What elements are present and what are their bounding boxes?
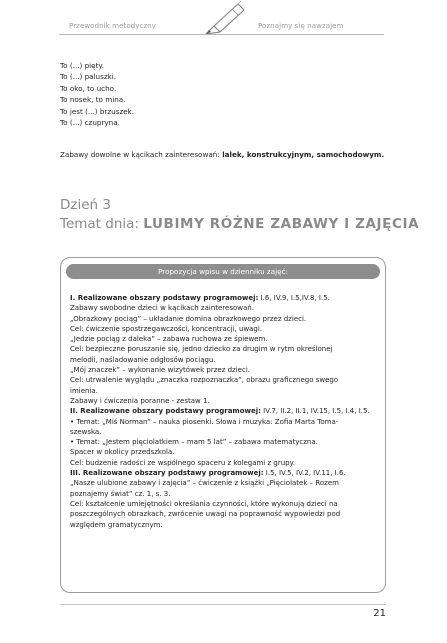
journal-line	[70, 303, 380, 313]
journal-line-text: • Temat: „Jestem pięciolatkiem – mam 5 lat” – zabawa matematyczna.	[70, 438, 318, 447]
journal-line	[70, 489, 380, 499]
poem-line: To (...) pięty.	[60, 61, 104, 70]
journal-line	[70, 478, 380, 488]
poem-line: To (...) czupryna.	[60, 118, 120, 128]
journal-line-text: Spacer w okolicy przedszkola.	[70, 448, 175, 457]
journal-line	[70, 458, 380, 468]
journal-line-heading: III. Realizowane obszary podstawy programowej:	[70, 469, 264, 478]
journal-line-text: Cel: budzenie radości ze wspólnego spaceru z kolegami z grupy.	[70, 458, 295, 467]
journal-line-text: „Jedzie pociąg z daleka” – zabawa ruchowa ze śpiewem.	[70, 335, 268, 344]
journal-line-text: poznajemy świat” cz. 1, s. 3.	[70, 489, 171, 498]
journal-line-text: poszczególnych obrazkach, zwrócenie uwagi na poprawność wypowiedzi pod	[70, 510, 341, 519]
journal-line	[70, 355, 380, 365]
journal-line	[70, 417, 380, 427]
journal-line-text: Zabawy i ćwiczenia poranne - zestaw 1.	[70, 396, 210, 405]
journal-line-heading: II. Realizowane obszary podstawy programowej:	[70, 407, 261, 416]
journal-line	[70, 375, 380, 385]
header-divider	[59, 34, 384, 35]
journal-line	[70, 499, 380, 509]
pencil-icon	[194, 0, 254, 36]
journal-line-text: I.6, IV.9, I.5,IV.8, I.5.	[258, 294, 330, 302]
journal-line	[70, 509, 380, 519]
journal-line	[70, 520, 380, 530]
running-header	[59, 0, 384, 38]
journal-line-text: względem gramatycznym.	[70, 520, 163, 529]
journal-line-text: • Temat: „Miś Norman” – nauka piosenki. Słowa i muzyka: Zofia Marta Toma-	[70, 417, 339, 426]
free-play-value: lalek, konstrukcyjnym, samochodowym.	[219, 150, 385, 159]
journal-line	[70, 386, 380, 396]
journal-line-text: „Mój znaczek” – wykonanie wizytówek przez dzieci.	[70, 366, 250, 375]
journal-line-text: Cel: kształcenie umiejętności określania czynności, które wykonują dzieci na	[70, 499, 338, 508]
free-play-paragraph	[60, 150, 384, 159]
day-topic-prefix: Temat dnia:	[60, 216, 144, 232]
journal-line	[70, 427, 380, 437]
journal-line-text: „Nasze ulubione zabawy i zajęcia” – ćwiczenie z książki „Pięciolatek – Rozem	[70, 479, 339, 488]
header-book-title: Przewodnik metodyczny	[69, 22, 157, 30]
free-play-label: Zabawy dowolne w kącikach zainteresowań:	[60, 150, 220, 159]
poem-line: To (...) paluszki.	[60, 72, 117, 82]
journal-line-text: Cel: ćwiczenie spostrzegawczości, koncentracji, uwagi.	[70, 324, 263, 333]
journal-line-text: Cel: bezpieczne poruszanie się, jedno dziecko za drugim w rytm określonej	[70, 345, 333, 354]
journal-line-text: szewska.	[70, 427, 102, 436]
journal-line	[70, 396, 380, 406]
journal-line-heading: I. Realizowane obszary podstawy programowej:	[70, 294, 259, 302]
day-topic-text: LUBIMY RÓŻNE ZABAWY I ZAJĘCIA	[143, 216, 420, 232]
journal-line	[70, 314, 380, 324]
journal-line	[70, 334, 380, 344]
day-topic	[60, 216, 419, 232]
journal-line	[70, 293, 380, 303]
footer-divider	[60, 604, 386, 605]
journal-line-text: IV.7, II.2, II.1, IV.15, I.5, I.4, I.5.	[260, 407, 370, 416]
poem-line: To oko, to ucho.	[60, 83, 117, 93]
journal-line	[70, 365, 380, 375]
header-chapter-title: Poznajmy się nawzajem	[258, 22, 344, 30]
journal-line-text: imienia.	[70, 386, 98, 395]
journal-line	[70, 406, 380, 416]
journal-line	[70, 468, 380, 478]
journal-line-text: I.5, IV.5, IV.2, IV.11, I.6.	[263, 469, 346, 478]
poem-line: To nosek, to mina.	[60, 95, 126, 105]
journal-line	[70, 437, 380, 447]
journal-line-text: „Obrazkowy pociąg” – układanie domina obrazkowego przez dzieci.	[70, 314, 307, 323]
journal-line-text: Cel: utrwalenie wyglądu „znaczka rozpoznaczka”, obrazu graficznego swego	[70, 376, 339, 385]
journal-line-text: Zabawy swobodne dzieci w kącikach zainteresowań.	[70, 304, 254, 313]
journal-line	[70, 344, 380, 354]
day-title: Dzień 3	[60, 197, 111, 213]
journal-line-text: melodii, naśladowanie odgłosów pociągu.	[70, 355, 216, 364]
poem	[60, 60, 134, 128]
page-number: 21	[373, 608, 386, 619]
journal-entry-content	[70, 293, 380, 530]
journal-entry-header: Propozycja wpisu w dzienniku zajęć:	[66, 264, 380, 279]
journal-line	[70, 324, 380, 334]
poem-line: To jest (...) brzuszek.	[60, 106, 135, 116]
journal-line	[70, 447, 380, 457]
